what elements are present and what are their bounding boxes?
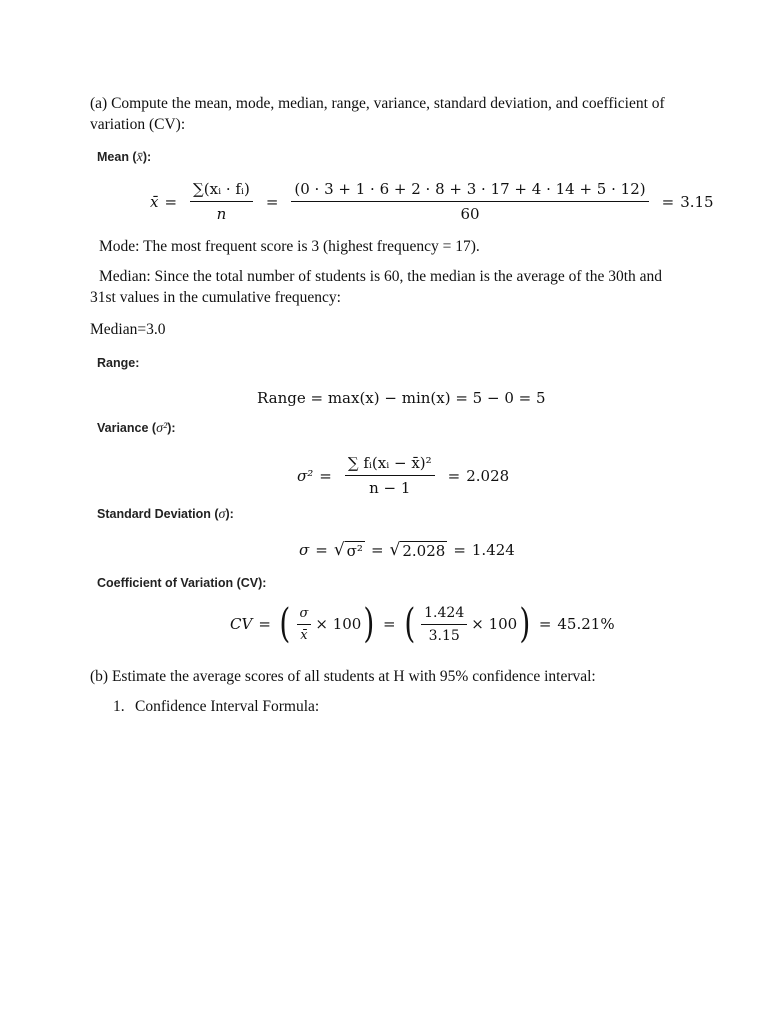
mean-formula: x̄ = $\frac{\text{∑(xᵢ · fᵢ)}}{n}$ = $\frac{(0 \cdot 3 + 1 \cdot 6 + 2 \cdot 8 + 3 \cdot 17 + 4 \cdot 14 + 5 \cdot 12)}{60}$ = 3.15: [150, 180, 714, 223]
cv-fraction-values: $\frac{1.424}{3.15}$: [421, 605, 467, 644]
variance-label: Variance (σ²):: [97, 421, 176, 436]
mean-result: 3.15: [680, 192, 714, 211]
part-a-instruction: (a) Compute the mean, mode, median, range, variance, standard deviation, and coefficient of variation (CV):: [90, 95, 665, 133]
mean-fraction-general: $\frac{\text{∑(xᵢ · fᵢ)}}{n}$: [190, 180, 253, 223]
variance-result: 2.028: [466, 466, 510, 485]
part-b-instruction: (b) Estimate the average scores of all students at H with 95% confidence interval:: [90, 668, 596, 685]
list-item: 1. Confidence Interval Formula:: [113, 698, 320, 715]
cv-formula: CV = ( $\frac{\sigma}{x̄}$ × 100 ) = ( $\frac{1.424}{3.15}$ × 100 ) = 45.21%: [230, 601, 615, 647]
variance-fraction: $\frac{\text{∑ fᵢ(xᵢ − x̄)²}}{n - 1}$: [345, 454, 435, 497]
median-text: Median: Since the total number of students is 60, the median is the average of the 30th and 31st values in the cumulative frequency:: [90, 268, 663, 306]
cv-label: Coefficient of Variation (CV):: [97, 576, 267, 590]
sqrt-variance-value: √ 2.028: [389, 540, 446, 560]
range-label: Range:: [97, 356, 140, 370]
sqrt-sigma-squared: √ σ²: [333, 540, 363, 560]
cv-fraction-symbolic: $\frac{\sigma}{x̄}$: [297, 606, 312, 643]
mean-fraction-values: $\frac{(0 \cdot 3 + 1 \cdot 6 + 2 \cdot 8 + 3 \cdot 17 + 4 \cdot 14 + 5 \cdot 12)}{60}$: [291, 180, 648, 223]
std-result: 1.424: [471, 541, 515, 559]
std-label: Standard Deviation (σ):: [97, 507, 234, 522]
std-formula: σ = √ σ² = √ 2.028 = 1.424: [299, 540, 515, 560]
cv-result: 45.21%: [557, 615, 615, 633]
range-formula: Range = max(x) − min(x) = 5 − 0 = 5: [257, 389, 546, 407]
median-value: Median=3.0: [90, 321, 166, 338]
variance-formula: σ² = $\frac{\text{∑ fᵢ(xᵢ − x̄)²}}{n - 1}$ = 2.028: [297, 454, 510, 497]
mean-label: Mean (x̄):: [97, 150, 152, 165]
mode-text: Mode: The most frequent score is 3 (highest frequency = 17).: [99, 238, 480, 255]
